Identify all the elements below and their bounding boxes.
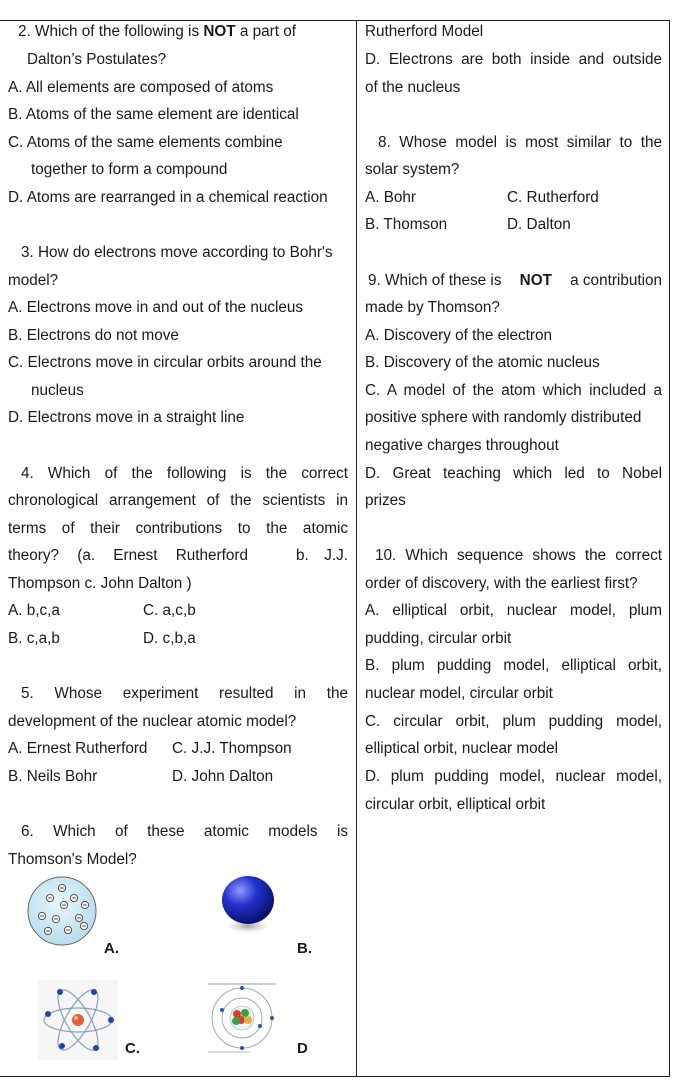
q6-continued-option-d-line1: D. Electrons are both inside and outside <box>365 51 662 68</box>
solid-sphere-model-image <box>218 874 278 936</box>
q4-option-d: D. c,b,a <box>143 630 196 647</box>
q4-stem-line1: 4. Which of the following is the correct <box>21 465 348 482</box>
q8-stem-line1: 8. Whose model is most similar to the <box>378 134 662 151</box>
q8-option-c: C. Rutherford <box>507 189 599 206</box>
q6-continued-line1: Rutherford Model <box>365 23 484 40</box>
q6-image-label-c: C. <box>125 1040 140 1057</box>
q3-stem-line1: 3. How do electrons move according to Bohr's <box>21 244 333 261</box>
q6-continued-option-d-line2: of the nucleus <box>365 79 461 96</box>
q9-option-c-line3: negative charges throughout <box>365 437 559 454</box>
q4-stem-line4b: b. J.J. <box>296 547 348 564</box>
q10-option-a-line1: A. elliptical orbit, nuclear model, plum <box>365 602 662 619</box>
q3-option-b: B. Electrons do not move <box>8 327 179 344</box>
nuclear-shell-model-image <box>206 980 288 1056</box>
q6-stem-line2: Thomson's Model? <box>8 851 137 868</box>
q4-option-a: A. b,c,a <box>8 602 60 619</box>
q2-stem-line1: 2. Which of the following is NOT a part of <box>18 23 297 40</box>
orbital-atom-model-image <box>38 980 118 1060</box>
q6-stem-line1: 6. Which of these atomic models is <box>21 823 348 840</box>
column-divider <box>356 20 357 1076</box>
q3-stem-line2: model? <box>8 272 59 289</box>
q3-option-d: D. Electrons move in a straight line <box>8 409 245 426</box>
q9-stem-line1: 9. Which of these is NOT a contribution <box>368 272 662 289</box>
table-top-border <box>0 20 670 21</box>
q5-option-a: A. Ernest Rutherford <box>8 740 148 757</box>
q10-option-b-line1: B. plum pudding model, elliptical orbit, <box>365 657 662 674</box>
q5-option-c: C. J.J. Thompson <box>172 740 292 757</box>
q4-option-b: B. c,a,b <box>8 630 60 647</box>
q5-stem-line2: development of the nuclear atomic model? <box>8 713 297 730</box>
q8-option-d: D. Dalton <box>507 216 571 233</box>
table-bottom-border <box>0 1076 670 1077</box>
q9-option-c-line1: C. A model of the atom which included a <box>365 382 662 399</box>
q6-image-label-b: B. <box>297 940 312 957</box>
q10-option-d-line2: circular orbit, elliptical orbit <box>365 796 546 813</box>
q2-option-b: B. Atoms of the same element are identical <box>8 106 299 123</box>
q2-option-c-line2: together to form a compound <box>31 161 228 178</box>
table-right-border <box>669 20 670 1076</box>
q5-stem-line1: 5. Whose experiment resulted in the <box>21 685 348 702</box>
q6-image-label-a: A. <box>104 940 119 957</box>
q3-option-c-line1: C. Electrons move in circular orbits around the <box>8 354 322 371</box>
q2-stem-line2: Dalton’s Postulates? <box>27 51 167 68</box>
q10-option-b-line2: nuclear model, circular orbit <box>365 685 553 702</box>
q9-option-b: B. Discovery of the atomic nucleus <box>365 354 600 371</box>
q4-option-c: C. a,c,b <box>143 602 196 619</box>
q9-stem-line2: made by Thomson? <box>365 299 500 316</box>
q2-option-c-line1: C. Atoms of the same elements combine <box>8 134 283 151</box>
q10-stem-line1: 10. Which sequence shows the correct <box>375 547 662 564</box>
q9-option-c-line2: positive sphere with randomly distributed <box>365 409 642 426</box>
q10-option-c-line2: elliptical orbit, nuclear model <box>365 740 559 757</box>
plum-pudding-model-image <box>24 873 100 949</box>
q10-option-d-line1: D. plum pudding model, nuclear model, <box>365 768 662 785</box>
q4-stem-line5: Thompson c. John Dalton ) <box>8 575 192 592</box>
q8-stem-line2: solar system? <box>365 161 460 178</box>
q4-stem-line4a: theory? (a. Ernest Rutherford <box>8 547 248 564</box>
q9-option-d-line1: D. Great teaching which led to Nobel <box>365 465 662 482</box>
q2-option-d: D. Atoms are rearranged in a chemical reaction <box>8 189 328 206</box>
q10-option-c-line1: C. circular orbit, plum pudding model, <box>365 713 662 730</box>
q5-option-b: B. Neils Bohr <box>8 768 98 785</box>
q9-option-d-line2: prizes <box>365 492 406 509</box>
q3-option-a: A. Electrons move in and out of the nucleus <box>8 299 304 316</box>
q10-stem-line2: order of discovery, with the earliest first? <box>365 575 638 592</box>
q2-option-a: A. All elements are composed of atoms <box>8 79 274 96</box>
q10-option-a-line2: pudding, circular orbit <box>365 630 512 647</box>
q8-option-a: A. Bohr <box>365 189 417 206</box>
q5-option-d: D. John Dalton <box>172 768 274 785</box>
q6-image-label-d: D <box>297 1040 308 1057</box>
q9-option-a: A. Discovery of the electron <box>365 327 553 344</box>
q4-stem-line2: chronological arrangement of the scientists in <box>8 492 348 509</box>
q3-option-c-line2: nucleus <box>31 382 84 399</box>
q4-stem-line3: terms of their contributions to the atomic <box>8 520 348 537</box>
q8-option-b: B. Thomson <box>365 216 448 233</box>
